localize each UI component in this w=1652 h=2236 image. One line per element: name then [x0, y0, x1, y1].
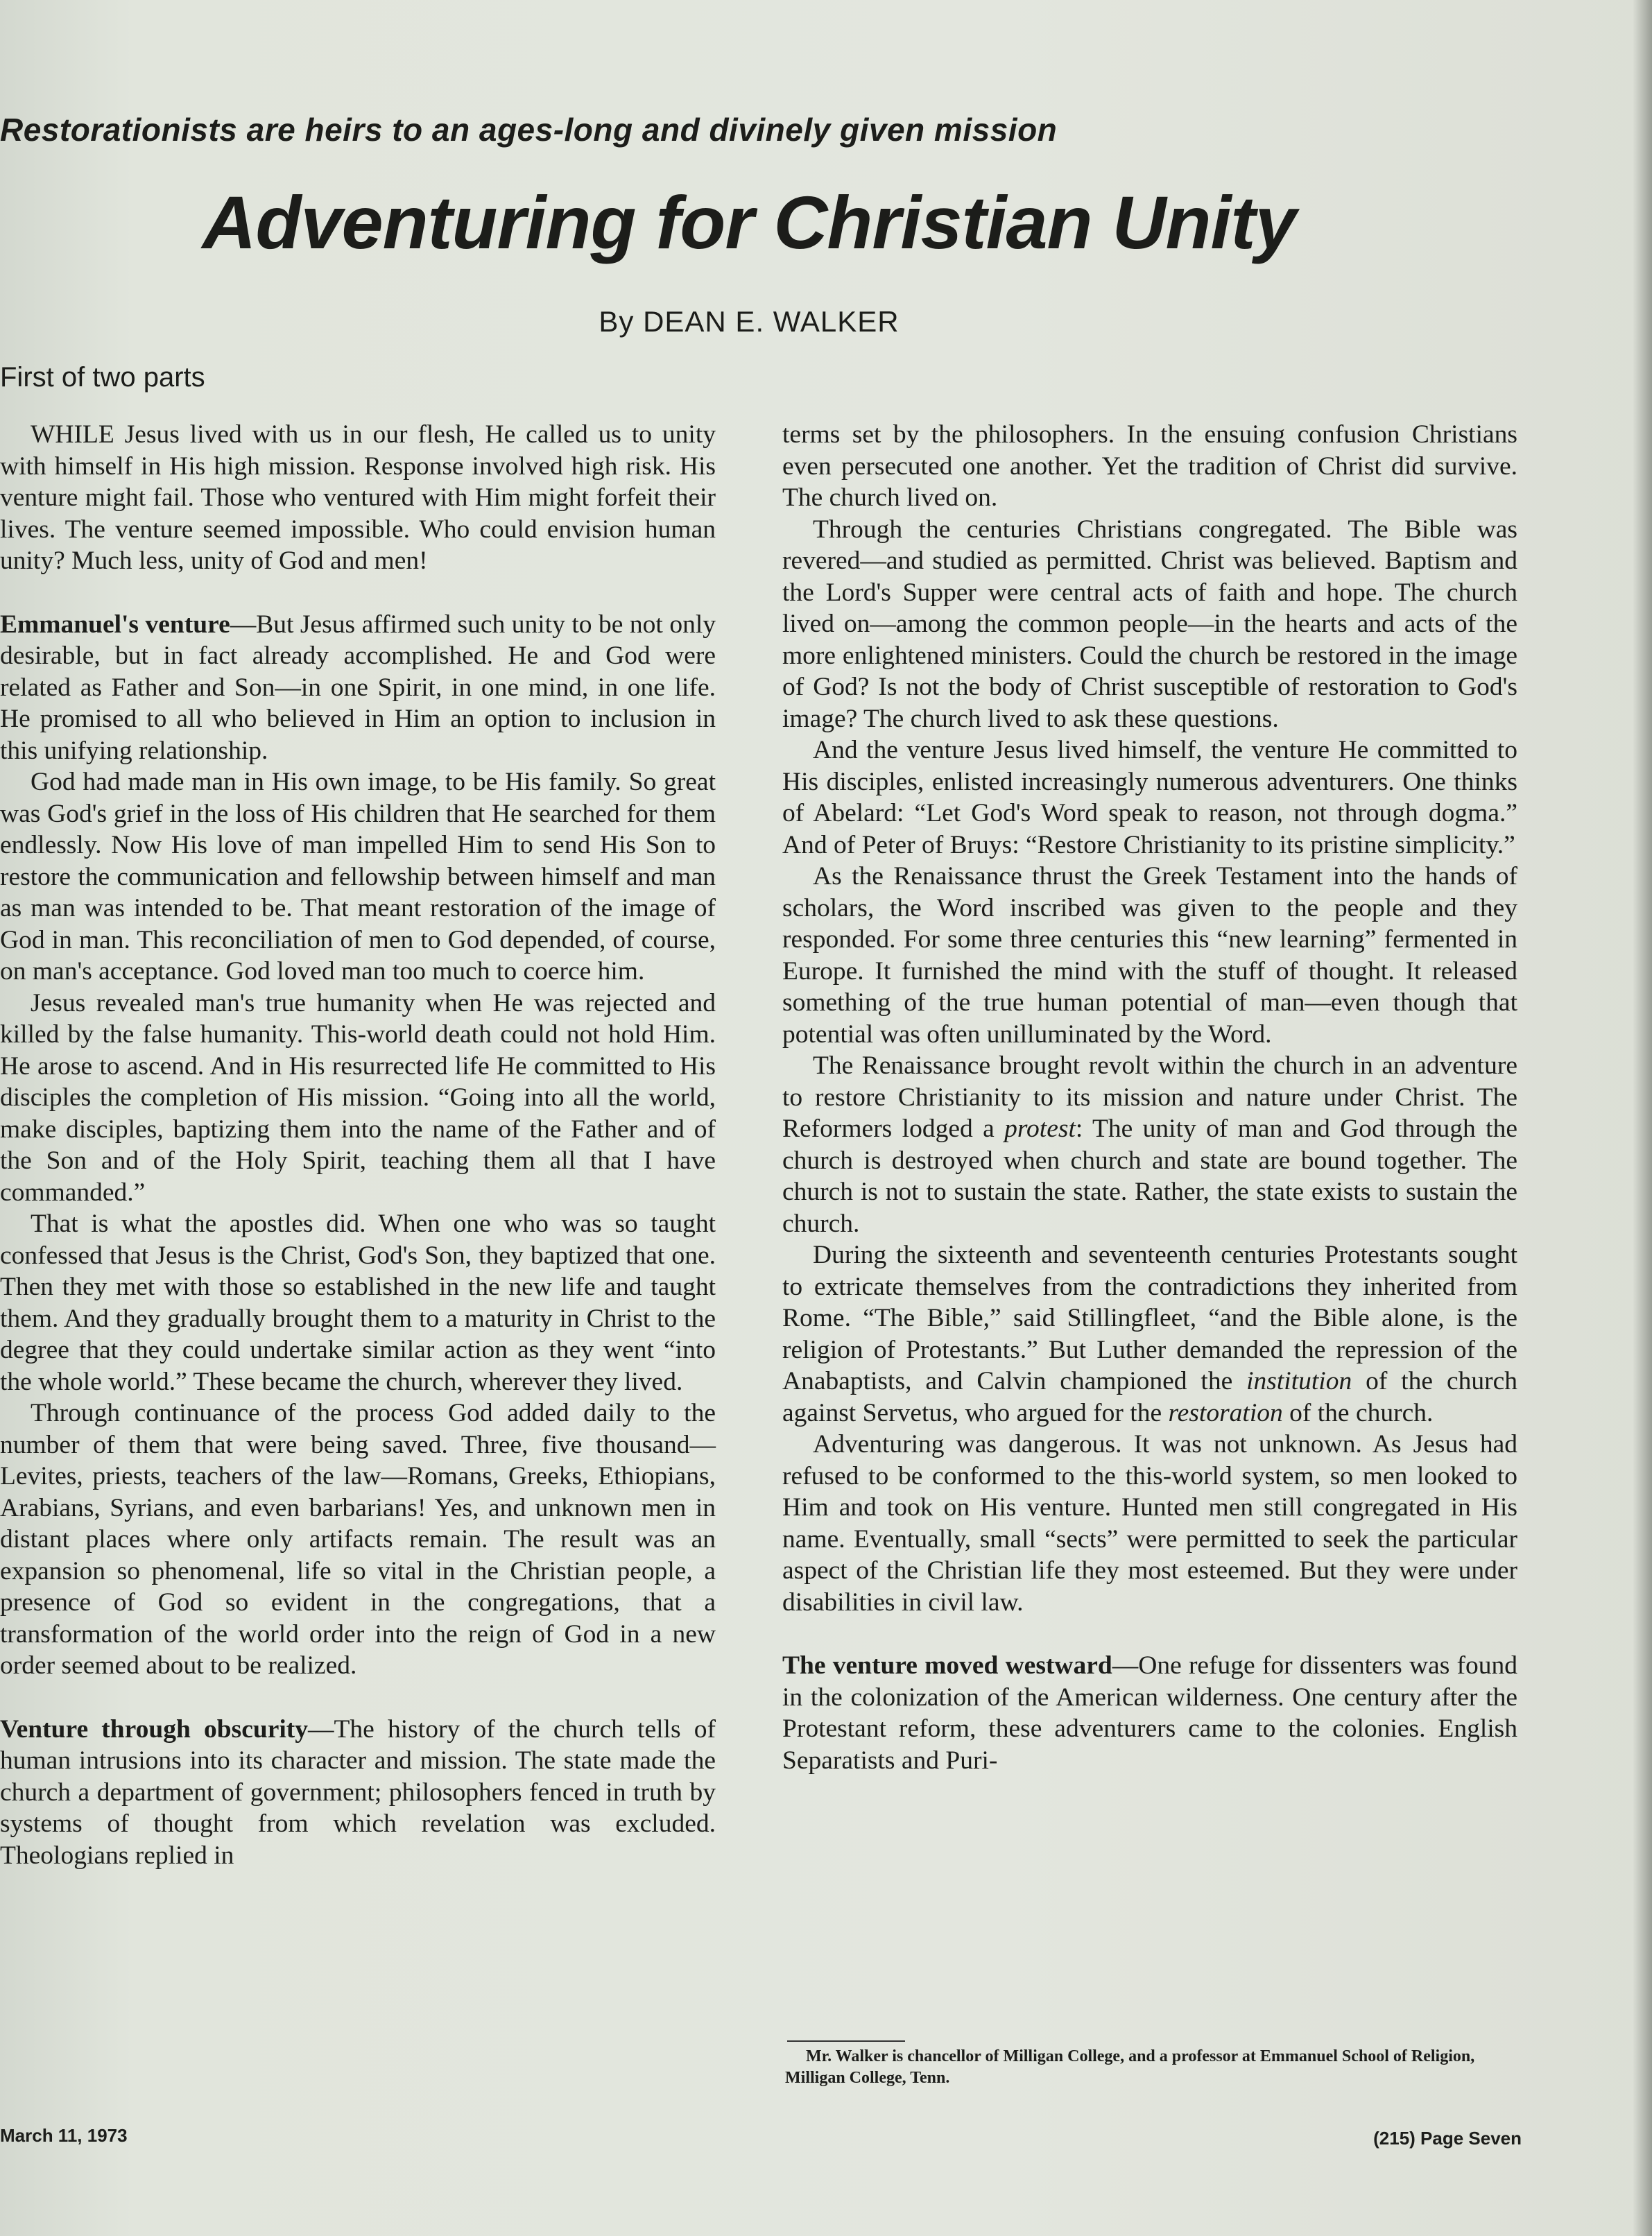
paragraph [782, 1050, 1517, 1239]
author-footnote: Mr. Walker is chancellor of Milligan College, and a professor at Emmanuel School of Religion, Milligan College, Tenn. [785, 2047, 1475, 2087]
paragraph: Through continuance of the process God added daily to the number of them that were being saved. Three, five thousand—Levites, priests, teachers of the law—Romans, Greeks, Ethiopians, Arabians, Syrians, and even barbarians! Yes, and unknown men in distant places where only artifacts remain. The result was an expansion so phenomenal, life so vital in the Christian people, a presence of God so evident in the congregations, that a transformation of the world order into the reign of God in a new order seemed about to be realized. [0, 1399, 716, 1680]
paragraph [0, 1714, 716, 1872]
section-lead: Venture through obscurity [0, 1714, 309, 1744]
paragraph [782, 1650, 1517, 1776]
article-byline: By DEAN E. WALKER [599, 305, 900, 338]
section-lead: Emmanuel's venture [0, 610, 230, 639]
issue-date: March 11, 1973 [0, 2125, 128, 2146]
emphasis: restoration [1168, 1398, 1283, 1427]
paragraph-text: —One refuge for dissenters was found in the colonization of the American wilderness. One century after the Protestant reform, these adventurers came to the colonies. English Separatists and Puri- [782, 1651, 1518, 1775]
paragraph-text: —But Jesus affirmed such unity to be not only desirable, but in fact already accomplished. He and God were related as Father and Son—in one Spirit, in one mind, in one life. He promised to all who believed in Him an option to inclusion in this unifying relationship. [0, 610, 716, 765]
paragraph: And the venture Jesus lived himself, the venture He committed to His disciples, enlisted increasingly numerous adventurers. One thinks of Abelard: “Let God's Word speak to reason, not through dogma.” And of Peter of Bruys: “Restore Christianity to its pristine simplicity.” [782, 736, 1517, 859]
page-number: (215) Page Seven [1373, 2128, 1522, 2149]
paragraph [782, 1239, 1517, 1429]
footnote-rule [787, 2040, 905, 2042]
paragraph-text: The Renaissance brought revolt within the church in an adventure to restore Christianity to its mission and nature under Christ. The Reformers lodged a [782, 1051, 1517, 1143]
article-title: Adventuring for Christian Unity [202, 180, 1296, 264]
paragraph-text: —The history of the church tells of human intrusions into its character and mission. The state made the church a department of government; philosophers fenced in truth by systems of thought from which revelation was excluded. Theologians replied in [0, 1714, 716, 1870]
paragraph: As the Renaissance thrust the Greek Testament into the hands of scholars, the Word inscribed was given to the people and they responded. For some three centuries this “new learning” fermented in Europe. It furnished the mind with the stuff of thought. It released something of the true human potential of man—even though that potential was often unilluminated by the Word. [782, 862, 1517, 1049]
paragraph: Jesus revealed man's true humanity when He was rejected and killed by the false humanity. This-world death could not hold Him. He arose to ascend. And in His resurrected life He committed to His disciples the completion of His mission. “Going into all the world, make disciples, baptizing them into the name of the Father and of the Son and of the Holy Spirit, teaching them all that I have commanded.” [0, 988, 716, 1207]
paragraph: terms set by the philosophers. In the ensuing confusion Christians even persecuted one another. Yet the tradition of Christ did survive. The church lived on. [782, 420, 1517, 512]
paragraph: Through the centuries Christians congregated. The Bible was revered—and studied as permitted. Christ was believed. Baptism and the Lord's Supper were central acts of faith and hope. The church lived on—among the common people—in the hearts and acts of the more enlightened ministers. Could the church be restored in the image of God? Is not the body of Christ susceptible of restoration to God's image? The church lived to ask these questions. [782, 515, 1517, 733]
left-column [0, 419, 716, 1871]
paragraph: Adventuring was dangerous. It was not unknown. As Jesus had refused to be conformed to the this-world system, so men looked to Him and took on His venture. Hunted men still congregated in His name. Eventually, small “sects” were permitted to seek the particular aspect of the Christian life they most esteemed. But they were under disabilities in civil law. [782, 1430, 1517, 1617]
paragraph-text: of the church against Servetus, who argued for the [782, 1367, 1517, 1427]
right-column [782, 419, 1517, 1776]
section-lead: The venture moved westward [782, 1651, 1112, 1680]
article-kicker: Restorationists are heirs to an ages-long and divinely given mission [0, 112, 1058, 148]
paragraph: That is what the apostles did. When one who was so taught confessed that Jesus is the Christ, God's Son, they baptized that one. Then they met with those so established in the new life and taught them. And they gradually brought them to a maturity in Christ to the degree that they could undertake similar action as they went “into the whole world.” These became the church, wherever they lived. [0, 1210, 716, 1396]
paragraph: God had made man in His own image, to be His family. So great was God's grief in the loss of His children that He searched for them endlessly. Now His love of man impelled Him to send His Son to restore the communication and fellowship between himself and man as man was intended to be. That meant restoration of the image of God in man. This reconciliation of men to God depended, of course, on man's acceptance. God loved man too much to coerce him. [0, 768, 716, 986]
page-edge-shadow [1633, 0, 1652, 2236]
paragraph-text: of the church. [1282, 1398, 1434, 1427]
paragraph [0, 609, 716, 767]
paragraph-text: : The unity of man and God through the church is destroyed when church and state are bound together. The church is not to sustain the state. Rather, the state exists to sustain the church. [782, 1115, 1517, 1238]
emphasis: institution [1246, 1367, 1352, 1395]
paragraph: WHILE Jesus lived with us in our flesh, He called us to unity with himself in His high mission. Response involved high risk. His venture might fail. Those who ventured with Him might forfeit their lives. The venture seemed impossible. Who could envision human unity? Much less, unity of God and men! [0, 420, 716, 575]
emphasis: protest [1004, 1115, 1076, 1143]
series-note: First of two parts [0, 362, 205, 393]
paragraph-text: During the sixteenth and seventeenth centuries Protestants sought to extricate themselves from the contradictions they inherited from Rome. “The Bible,” said Stillingfleet, “and the Bible alone, is the religion of Protestants.” But Luther demanded the repression of the Anabaptists, and Calvin championed the [782, 1241, 1517, 1395]
